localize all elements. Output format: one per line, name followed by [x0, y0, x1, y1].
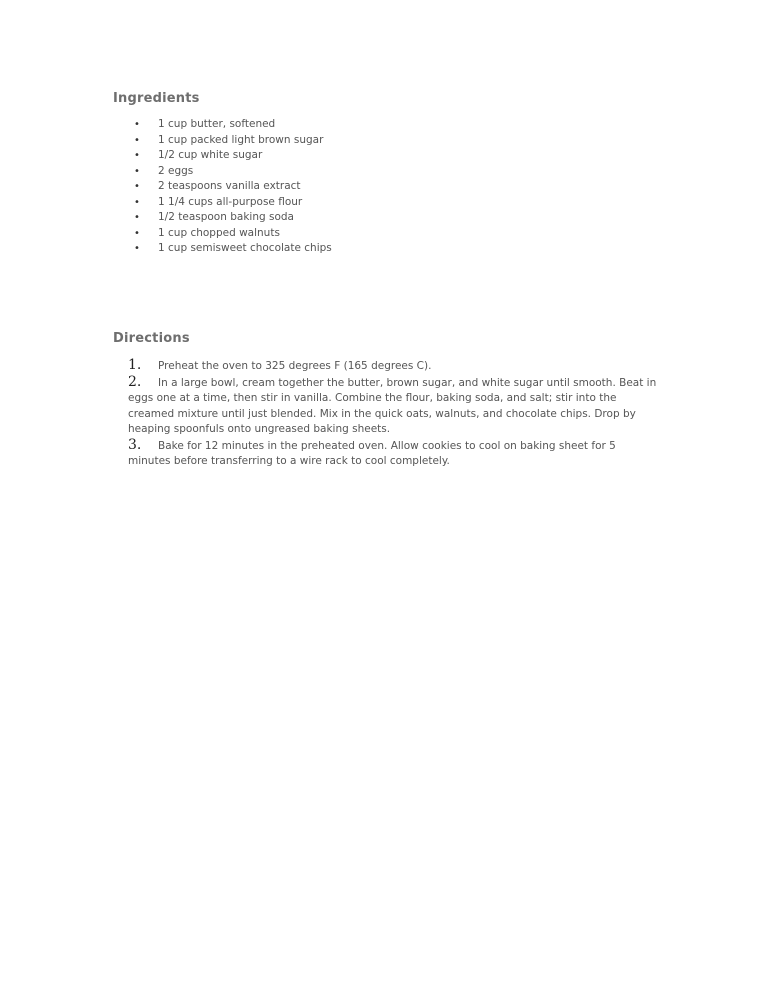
direction-step	[128, 358, 658, 375]
directions-heading: Directions	[113, 331, 190, 346]
ingredients-heading: Ingredients	[113, 91, 200, 106]
ingredient-text: 1 cup chopped walnuts	[158, 226, 280, 239]
ingredient-text: 1/2 cup white sugar	[158, 149, 263, 161]
step-number: 2.	[128, 373, 142, 390]
bullet-icon: •	[134, 212, 140, 223]
direction-step	[128, 438, 658, 470]
step-text: Preheat the oven to 325 degrees F (165 degrees C).	[158, 360, 432, 372]
bullet-icon: •	[134, 227, 140, 239]
step-text: In a large bowl, cream together the butter, brown sugar, and white sugar until smooth. Beat in eggs one at a time, then stir in vanilla. Combine the flour, baking soda, and salt; stir into the creamed mixture until just blended. Mix in the quick oats, walnuts, and chocolate chips. Drop by heaping spoonfuls onto ungreased baking sheets.	[128, 376, 657, 435]
ingredient-text: 2 eggs	[158, 164, 194, 177]
ingredient-text: 2 teaspoons vanilla extract	[158, 180, 301, 192]
bullet-icon: •	[134, 181, 140, 192]
step-number: 1.	[128, 357, 142, 373]
ingredient-text: 1 cup semisweet chocolate chips	[158, 242, 332, 254]
ingredient-text: 1/2 teaspoon baking soda	[158, 211, 294, 223]
bullet-icon: •	[134, 165, 140, 177]
bullet-icon: •	[134, 243, 140, 254]
directions-list	[128, 358, 658, 470]
step-text: Bake for 12 minutes in the preheated oven. Allow cookies to cool on baking sheet for 5 minutes before transferring to a wire rack to cool completely.	[128, 439, 616, 467]
step-number: 3.	[128, 436, 142, 453]
bullet-icon: •	[134, 150, 140, 161]
bullet-icon: •	[134, 196, 140, 208]
ingredient-text: 1 cup packed light brown sugar	[158, 133, 324, 146]
ingredient-text: 1 1/4 cups all-purpose flour	[158, 195, 303, 208]
ingredient-text: 1 cup butter, softened	[158, 118, 276, 130]
bullet-icon: •	[134, 134, 140, 146]
direction-step	[128, 375, 658, 438]
bullet-icon: •	[134, 119, 140, 130]
